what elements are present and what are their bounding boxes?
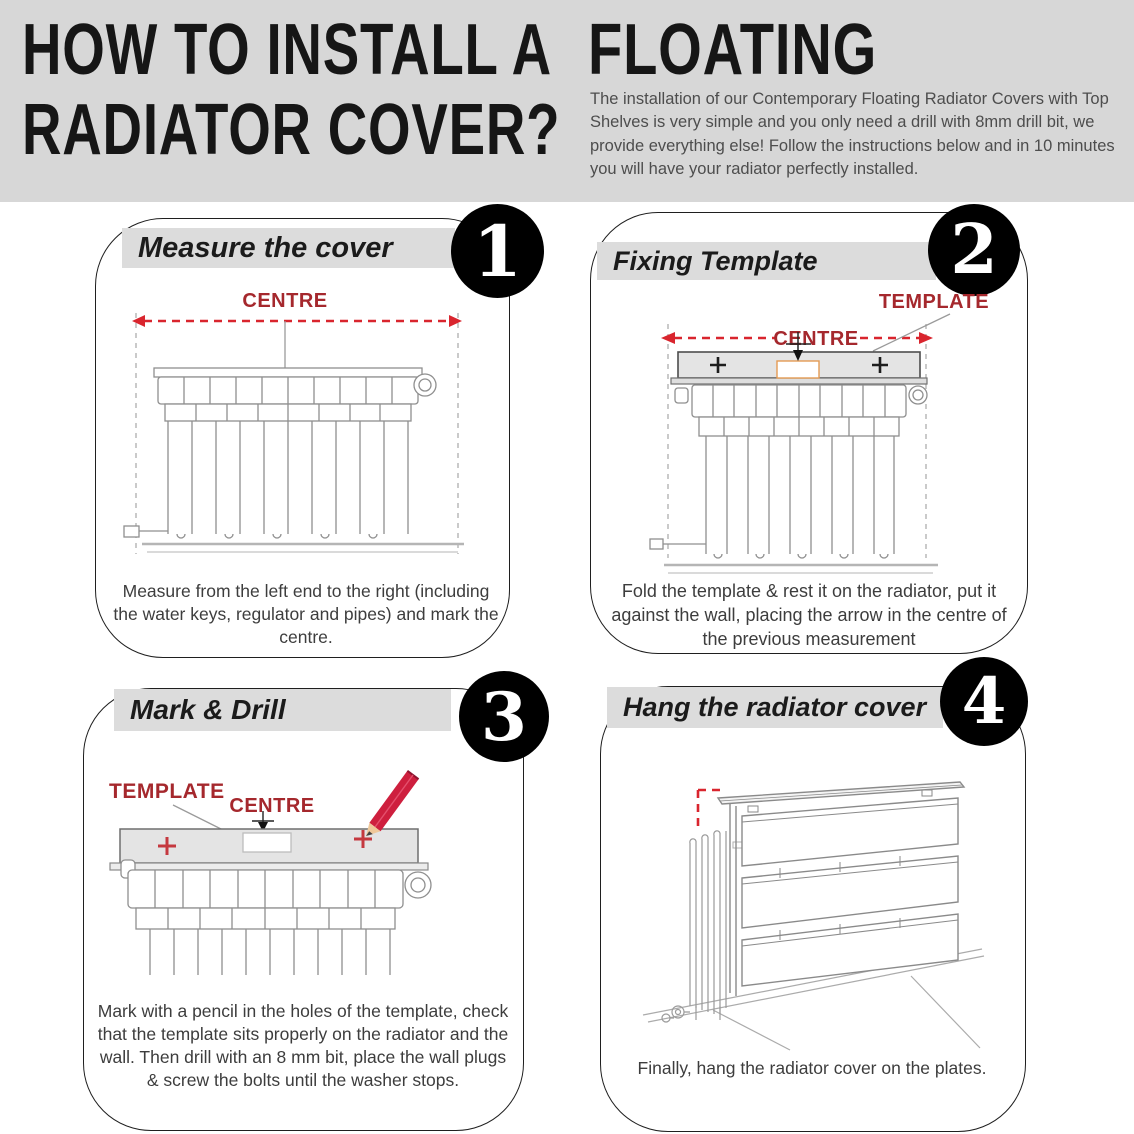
step-4-number-badge (940, 657, 1028, 746)
radiator-drawing (662, 831, 726, 1022)
template-cutout (777, 361, 819, 378)
step-2-number: 2 (950, 210, 998, 290)
intro-text: The installation of our Contemporary Floating Radiator Covers with Top Shelves is very simple and you only need a drill with 8mm drill bit, we provide everything else! Follow the instructions below and in 10 minutes you will have your radiator perfectly installed. (590, 90, 1115, 179)
step-1-number-badge (451, 204, 544, 298)
step-3-number-badge (459, 671, 549, 762)
centre-label: CENTRE (229, 795, 315, 817)
template-pointer (873, 291, 989, 351)
header (0, 0, 1134, 202)
step-1-number: 1 (473, 209, 522, 293)
step-3-description: Mark with a pencil in the holes of the template, check that the template sits properly on the radiator and the wall. Then drill with an 8 mm bit, place the wall plugs & screw the bolts until the washer stops. (97, 1001, 509, 1091)
step-3-number: 3 (481, 677, 527, 756)
step-2-illustration (648, 288, 1028, 580)
step-1-title-text: Measure the cover (138, 231, 393, 264)
floating-title: FLOATING (588, 10, 878, 90)
step-2-title (597, 242, 936, 280)
template-label: TEMPLATE (878, 291, 990, 313)
step-1-description: Measure from the left end to the right (including the water keys, regulator and pipes) and mark the centre. (113, 581, 499, 648)
valve-icon (124, 526, 139, 537)
radiator-drawing (124, 368, 464, 552)
template-pointer (109, 780, 315, 835)
step-4-title-text: Hang the radiator cover (623, 692, 927, 722)
template-bar (110, 829, 428, 870)
page-title (22, 10, 560, 170)
step-4-title (607, 687, 943, 728)
page-title-line1: HOW TO INSTALL A (22, 10, 552, 90)
step-4-illustration (630, 768, 1020, 1052)
centre-label: CENTRE (242, 290, 328, 312)
step-4-description: Finally, hang the radiator cover on the plates. (637, 1058, 987, 1078)
step-3-title-text: Mark & Drill (130, 694, 286, 725)
template-label: TEMPLATE (109, 780, 225, 803)
pencil-icon (366, 771, 419, 836)
radiator-drawing (650, 385, 938, 573)
step-2-description: Fold the template & rest it on the radiator, put it against the wall, placing the arrow in the centre of the previous measurement (611, 581, 1007, 649)
step-2-number-badge (928, 204, 1020, 296)
step-4-number: 4 (961, 664, 1007, 739)
step-3-illustration (95, 765, 525, 977)
step-1-illustration (120, 288, 490, 580)
step-1-title (122, 228, 455, 268)
cover-slats (730, 798, 958, 996)
page-title-line2: RADIATOR COVER? (22, 90, 561, 170)
centre-measure-arrow (132, 290, 462, 554)
centre-label: CENTRE (773, 328, 859, 350)
valve-icon (650, 539, 663, 549)
step-2-title-text: Fixing Template (613, 245, 818, 276)
radiator-drawing (121, 860, 431, 975)
step-3-title (114, 689, 451, 731)
template-cutout (243, 833, 291, 852)
